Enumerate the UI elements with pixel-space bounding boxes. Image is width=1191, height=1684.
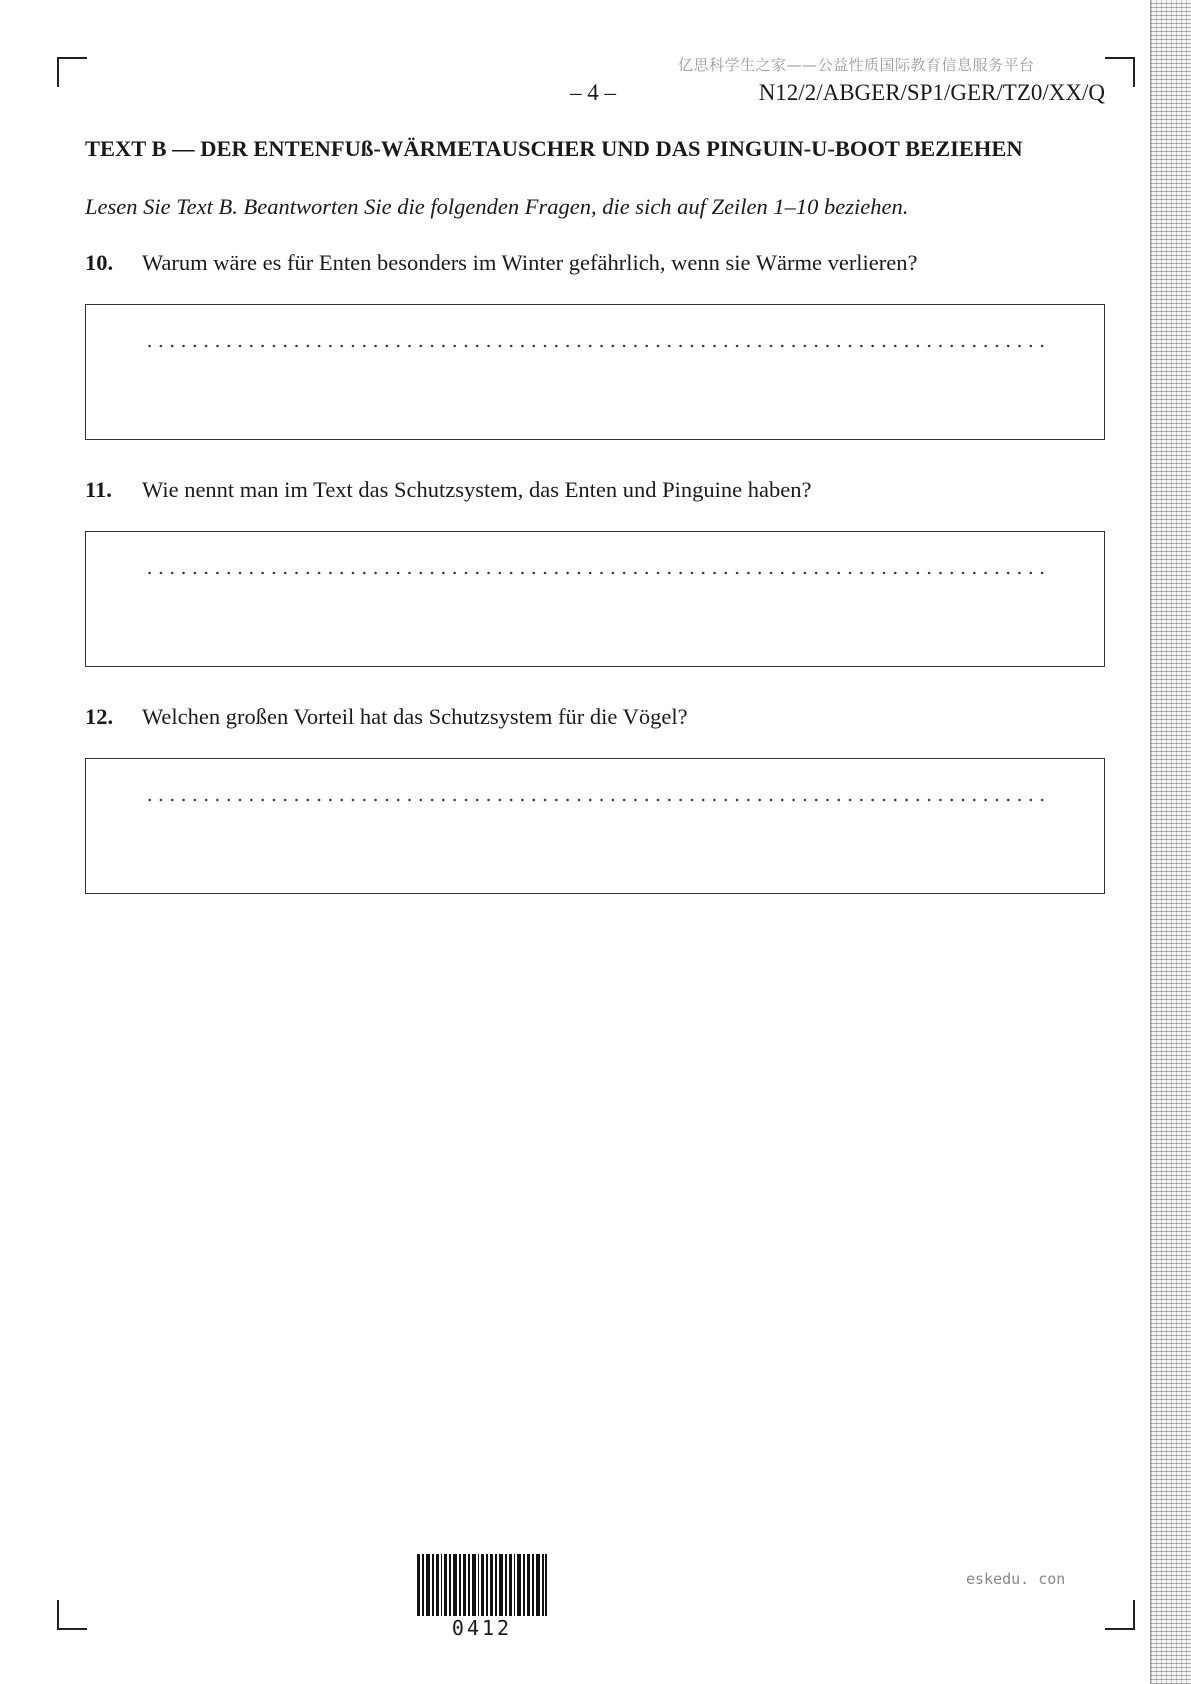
barcode-icon [417,1554,547,1616]
crop-mark-bottom-left [57,1600,87,1630]
question-11-number: 11. [85,477,112,502]
paper-code: N12/2/ABGER/SP1/GER/TZ0/XX/Q [758,80,1105,105]
watermark-text: 亿思科学生之家——公益性质国际教育信息服务平台 [678,56,1035,74]
section-instructions: Lesen Sie Text B. Beantworten Sie die folgenden Fragen, die sich auf Zeilen 1–10 beziehen. [85,194,909,219]
answer-box-11[interactable] [85,531,1105,667]
section-title: TEXT B — DER ENTENFUß-WÄRMETAUSCHER UND DAS PINGUIN-U-BOOT BEZIEHEN [85,136,1023,161]
answer-line[interactable] [144,570,1050,576]
question-12-number: 12. [85,704,114,729]
question-10-text: Warum wäre es für Enten besonders im Winter gefährlich, wenn sie Wärme verlieren? [142,250,918,275]
crop-mark-top-left [57,57,87,87]
answer-line[interactable] [144,343,1050,349]
question-12-text: Welchen großen Vorteil hat das Schutzsystem für die Vögel? [142,704,688,729]
crop-mark-top-right [1105,57,1135,87]
answer-line[interactable] [144,797,1050,803]
site-watermark: eskedu. con [966,1570,1066,1588]
question-11-text: Wie nennt man im Text das Schutzsystem, das Enten und Pinguine haben? [142,477,812,502]
scan-edge-strip [1150,0,1191,1684]
answer-box-10[interactable] [85,304,1105,440]
answer-box-12[interactable] [85,758,1105,894]
barcode-number: 0412 [451,1616,513,1640]
question-10-number: 10. [85,250,114,275]
page-number: – 4 – [570,80,616,105]
crop-mark-bottom-right [1105,1600,1135,1630]
